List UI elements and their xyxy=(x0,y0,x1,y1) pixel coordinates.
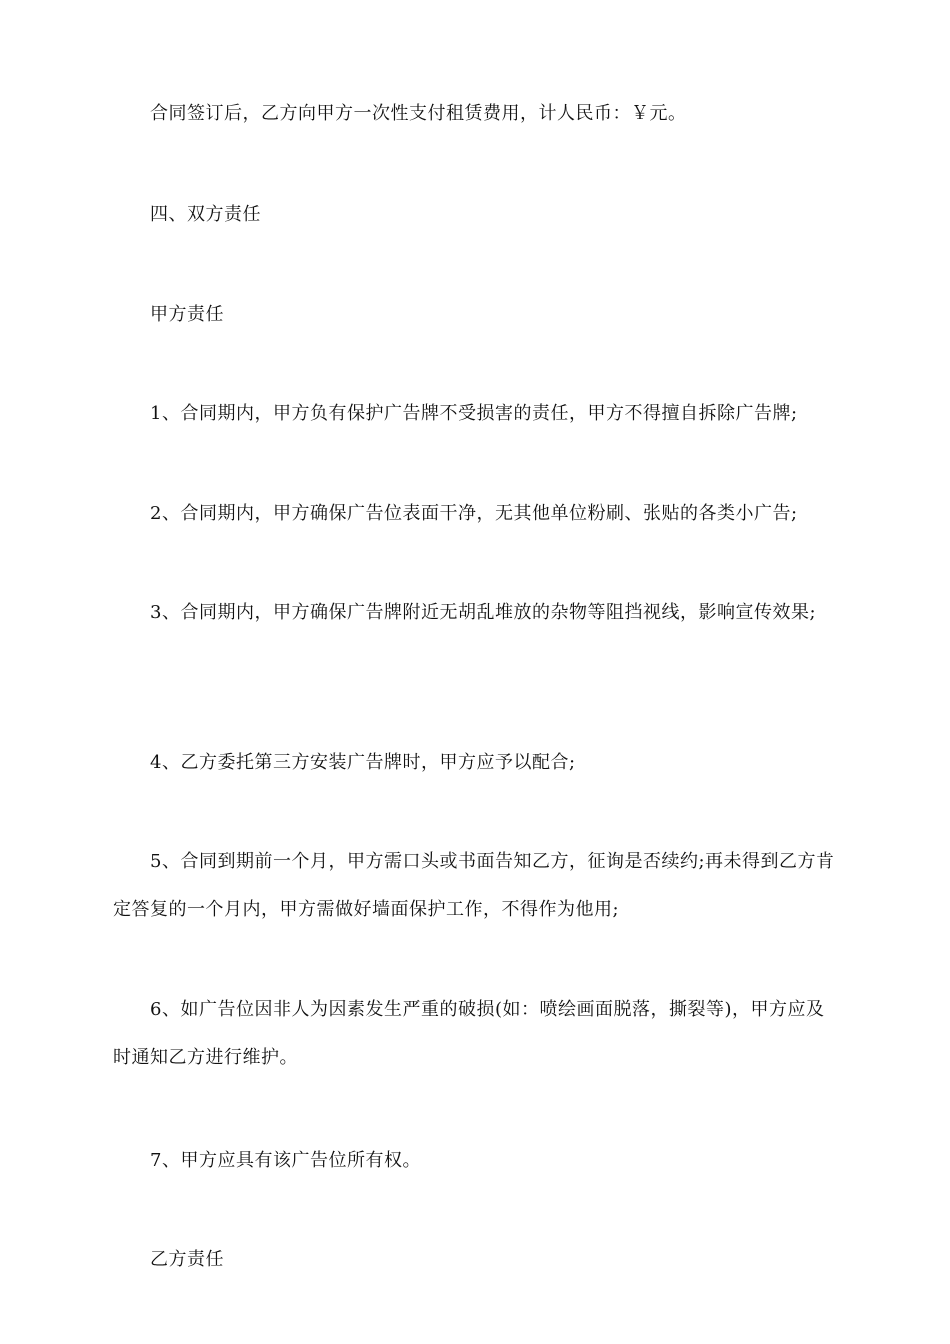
party-a-item-5: 5、合同到期前一个月，甲方需口头或书面告知乙方，征询是否续约;再未得到乙方肯定答复的一个月内，甲方需做好墙面保护工作，不得作为他用; xyxy=(113,851,835,920)
party-a-item-1: 1、合同期内，甲方负有保护广告牌不受损害的责任，甲方不得擅自拆除广告牌; xyxy=(150,403,798,424)
party-a-item-7: 7、甲方应具有该广告位所有权。 xyxy=(150,1150,421,1171)
party-a-item-3: 3、合同期内，甲方确保广告牌附近无胡乱堆放的杂物等阻挡视线，影响宣传效果; xyxy=(150,602,817,623)
party-a-heading: 甲方责任 xyxy=(150,304,224,325)
party-a-item-6: 6、如广告位因非人为因素发生严重的破损(如：喷绘画面脱落，撕裂等)，甲方应及时通知乙方进行维护。 xyxy=(113,999,825,1068)
payment-clause: 合同签订后，乙方向甲方一次性支付租赁费用，计人民币：￥元。 xyxy=(150,103,687,124)
party-a-item-4: 4、乙方委托第三方安装广告牌时，甲方应予以配合; xyxy=(150,752,576,773)
section-heading: 四、双方责任 xyxy=(150,204,261,225)
party-a-item-2: 2、合同期内，甲方确保广告位表面干净，无其他单位粉刷、张贴的各类小广告; xyxy=(150,503,798,524)
party-b-heading: 乙方责任 xyxy=(150,1249,224,1270)
